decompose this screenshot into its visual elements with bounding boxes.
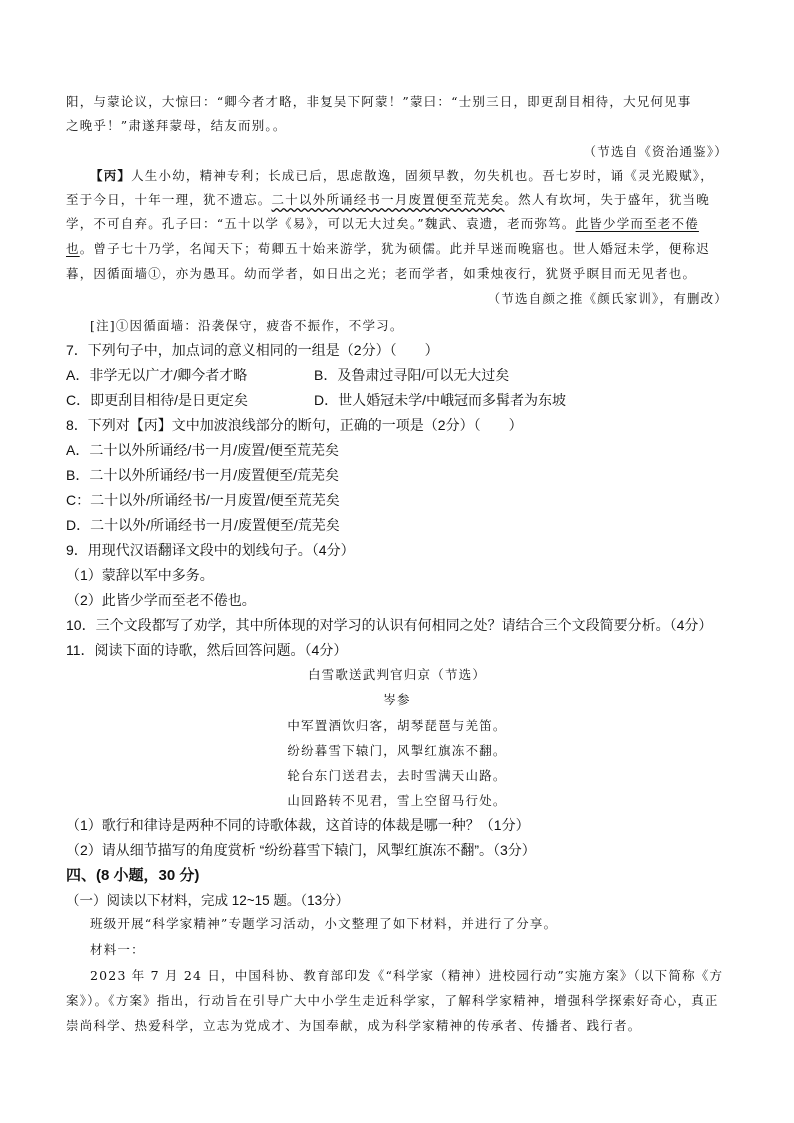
passage-bing-label: 【丙】 xyxy=(90,168,132,183)
question-8-option-a: A．二十以外所诵经/书一月/废置/便至荒芜矣 xyxy=(66,442,340,458)
question-7-option-a: A．非学无以广才/卿今者才略 xyxy=(66,367,248,383)
question-7-stem: 7．下列句子中，加点词的意义相同的一组是（2分）（ ） xyxy=(66,342,439,358)
passage-bing-line-3 xyxy=(66,214,699,232)
passage-top-line-1: 阳，与蒙论议，大惊曰：“卿今者才略，非复吴下阿蒙！”蒙曰：“士别三日，即更刮目相待，大兄何见事 xyxy=(66,94,692,109)
passage-bing-line-5: 暮，因循面墙①，亦为愚耳。幼而学者，如日出之光；老而学者，如秉烛夜行，犹贤乎瞑目而无见者也。 xyxy=(66,266,697,281)
question-9-sub-1: （1）蒙辞以军中多务。 xyxy=(66,567,214,583)
question-11-stem: 11．阅读下面的诗歌，然后回答问题。（4分） xyxy=(66,642,348,658)
passage-bing-line-4 xyxy=(66,239,710,257)
section-4-intro: 班级开展“科学家精神”专题学习活动，小文整理了如下材料，并进行了分享。 xyxy=(90,916,558,931)
wavy-underlined-sentence: 二十以外所诵经书一月废置便至荒芜矣 xyxy=(271,192,505,207)
poem-line: 纷纷暮雪下辕门，风掣红旗冻不翻。 xyxy=(287,743,507,758)
question-9-sub-2: （2）此皆少学而至老不倦也。 xyxy=(66,592,256,608)
passage-bing-text: 至于今日，十年一理，犹不遗忘。 xyxy=(66,192,272,207)
section-4-heading: 四、(8 小题，30 分) xyxy=(66,867,200,884)
question-9-stem: 9．用现代汉语翻译文段中的划线句子。（4分） xyxy=(66,542,355,558)
material-1-line-1: 2023 年 7 月 24 日，中国科协、教育部印发《“科学家（精神）进校园行动”实施方案》（以下简称《方 xyxy=(90,968,724,983)
underlined-sentence-end: 也 xyxy=(66,241,80,256)
passage-bing-line-1 xyxy=(90,166,714,184)
poem-line: 山回路转不见君，雪上空留马行处。 xyxy=(287,793,507,808)
underlined-sentence: 此皆少学而至老不倦 xyxy=(575,216,699,231)
section-4-subheading: （一）阅读以下材料，完成 12~15 题。（13分） xyxy=(66,893,350,908)
passage-bing-source: （节选自颜之推《颜氏家训》，有删改） xyxy=(487,291,728,306)
question-8-option-c: C：二十以外/所诵经书/一月废置/便至荒芜矣 xyxy=(66,492,340,508)
question-7-option-c: C．即更刮目相待/是日更定矣 xyxy=(66,392,248,408)
question-7-option-d: D．世人婚冠未学/中峨冠而多髯者为东坡 xyxy=(314,392,566,408)
question-8-option-b: B．二十以外所诵经/书一月/废置便至/荒芜矣 xyxy=(66,467,340,483)
question-10-stem: 10．三个文段都写了劝学，其中所体现的对学习的认识有何相同之处？请结合三个文段简要分析。（4分） xyxy=(66,617,713,633)
passage-bing-text: 学，不可自弃。孔子曰：“五十以学《易》，可以无大过矣。”魏武、袁遗，老而弥笃。 xyxy=(66,216,576,231)
passage-bing-text: 。曾子七十乃学，名闻天下；荀卿五十始来游学，犹为硕儒。此并早迷而晚寤也。世人婚冠未学，便称迟 xyxy=(79,241,710,256)
question-8-stem: 8．下列对【丙】文中加波浪线部分的断句，正确的一项是（2分）（ ） xyxy=(66,417,523,433)
passage-top-line-2: 之晚乎！”肃遂拜蒙母，结友而别。。 xyxy=(66,118,287,133)
passage-top-source: （节选自《资治通鉴》） xyxy=(583,144,728,159)
passage-bing-line-2 xyxy=(66,190,710,208)
poem-line: 轮台东门送君去，去时雪满天山路。 xyxy=(287,768,507,783)
question-7-option-b: B．及鲁肃过寻阳/可以无大过矣 xyxy=(314,367,510,383)
poem-author: 岑参 xyxy=(383,692,411,707)
passage-bing-text: 。然人有坎坷，失于盛年，犹当晚 xyxy=(504,192,710,207)
material-1-label: 材料一： xyxy=(90,942,145,957)
passage-bing-text: 人生小幼，精神专利；长成已后，思虑散逸，固须早教，勿失机也。吾七岁时，诵《灵光殿赋》， xyxy=(131,168,714,183)
poem-line: 中军置酒饮归客，胡琴琵琶与羌笛。 xyxy=(287,718,507,733)
question-11-sub-2: （2）请从细节描写的角度赏析 “纷纷暮雪下辕门，风掣红旗冻不翻”。（3分） xyxy=(66,842,536,858)
question-8-option-d: D．二十以外/所诵经书一月/废置便至/荒芜矣 xyxy=(66,517,340,533)
material-1-line-2: 案》）。《方案》指出，行动旨在引导广大中小学生走近科学家，了解科学家精神，增强科学探索好奇心，真正 xyxy=(66,993,719,1008)
question-11-sub-1: （1）歌行和律诗是两种不同的诗歌体裁，这首诗的体裁是哪一种？（1分） xyxy=(66,817,530,833)
passage-bing-note: [注]①因循面墙：沿袭保守，疲沓不振作，不学习。 xyxy=(90,318,404,333)
poem-title: 白雪歌送武判官归京（节选） xyxy=(307,667,487,682)
material-1-line-3: 崇尚科学、热爱科学，立志为党成才、为国奉献，成为科学家精神的传承者、传播者、践行者。 xyxy=(66,1018,642,1033)
